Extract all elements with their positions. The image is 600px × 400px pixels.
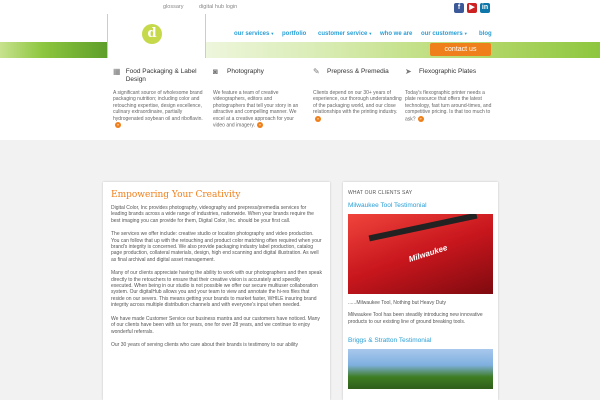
nav-our-services[interactable] (234, 31, 274, 37)
logo[interactable]: d (142, 24, 162, 44)
service-description: Clients depend on our 30+ years of experience, our thorough understanding of the packaging world, and our close relationships with the printing industry.» (313, 90, 402, 121)
milwaukee-bag-image[interactable] (348, 214, 493, 294)
caret-down-icon: ▼ (463, 31, 468, 36)
header-stripe-left (0, 42, 107, 58)
nav-label: who we are (380, 31, 413, 37)
social-links (454, 3, 490, 13)
image-brand-text: Milwaukee (407, 243, 449, 264)
camera-icon: ◙ (213, 67, 218, 76)
linkedin-icon[interactable]: in (481, 4, 489, 11)
testimonial-title[interactable]: Briggs & Stratton Testimonial (348, 337, 432, 345)
page-title: Empowering Your Creativity (111, 190, 241, 200)
paragraph: Many of our clients appreciate having the ability to work with our photographers and then speak directly to the retouchers to ensure that their creative vision is accurately and speedily executed. When being in our studio is not possible we offer our secure multiuser collaboration system. Our digitalHub allows you and your team to view and annotate the hi-res files that reside on our severs. This means getting your brands to market faster, WHILE insuring brand integrity across multiple distribution channels and with everyone's input when needed. (111, 270, 322, 309)
service-prepress (313, 68, 405, 122)
service-title[interactable]: Prepress & Premedia (327, 68, 389, 75)
service-title[interactable]: Photography (227, 68, 264, 75)
pencil-icon: ✎ (313, 67, 320, 76)
service-food-packaging (113, 68, 205, 129)
glossary-link[interactable]: glossary (163, 4, 184, 10)
nav-portfolio[interactable] (282, 31, 306, 37)
main-content (103, 182, 330, 400)
testimonial-caption: ......Milwaukee Tool, Nothing but Heavy Duty (348, 300, 447, 306)
service-description: A significant source of wholesome brand packaging nutrition; including color and retouching expertise, design excellence, culinary extraordinaire, partially hydrogenated soybean oil and riboflavin.» (113, 90, 203, 128)
nav-customer-service[interactable] (318, 31, 372, 37)
cursor-icon: ➤ (405, 67, 412, 76)
paragraph: The services we offer include: creative studio or location photography and video production. You can follow that up with the retouching and product color matching often required when your brand's integrity is concerned. We also provide packaging industry label production, catalog page production, collateral materials, design, high end scanning and digital illustration. As well as final archival and digital asset management. (111, 231, 322, 263)
testimonial-title[interactable]: Milwaukee Tool Testimonial (348, 202, 427, 209)
top-links (163, 4, 251, 10)
services-strip (0, 58, 600, 140)
contact-us-button[interactable]: contact us (430, 43, 491, 56)
service-description: We feature a team of creative videographers, editors and photographers that tell your story in an attractive and compelling manner. We excel at a creative approach for your video and imagery. » (213, 90, 299, 129)
nav-blog[interactable] (479, 31, 492, 37)
caret-down-icon: ▼ (368, 31, 373, 36)
more-arrow-icon[interactable]: » (116, 122, 120, 128)
sidebar-heading: WHAT OUR CLIENTS SAY (348, 190, 413, 196)
paragraph: Our 30 years of serving clients who care about their brands is testimony to our ability (111, 341, 299, 348)
youtube-icon[interactable]: ▶ (467, 3, 477, 13)
more-arrow-icon[interactable]: » (258, 122, 261, 128)
nav-label: customer service (318, 31, 368, 37)
more-arrow-icon[interactable]: » (419, 115, 422, 121)
briggs-stratton-image[interactable] (348, 349, 493, 389)
facebook-icon[interactable]: f (454, 3, 464, 13)
digital-hub-login-link[interactable]: digital hub login (199, 4, 238, 10)
nav-who-we-are[interactable] (380, 31, 412, 37)
header-stripe-right (204, 42, 600, 58)
more-arrow-icon[interactable]: » (316, 115, 320, 121)
nav-label: our services (234, 31, 270, 37)
film-clapper-icon: ▦ (113, 67, 121, 76)
service-description: Today's flexographic printer needs a plate resource that offers the latest technology, fast turn around-times, and competitive pricing. Is that too much to ask? » (405, 90, 492, 122)
nav-label: portfolio (282, 31, 307, 37)
service-flexographic (405, 68, 497, 122)
service-title[interactable]: Food Packaging & Label Design (125, 68, 197, 83)
bag-strap (369, 214, 478, 241)
caret-down-icon: ▼ (270, 31, 275, 36)
testimonials-sidebar (343, 182, 498, 400)
paragraph: We have made Customer Service our business mantra and our customers have noticed. Many of our clients have been with us for years, one for over 28 years, and we continue to enjoy wonderful referrals. (111, 315, 320, 335)
nav-label: our customers (421, 31, 463, 37)
nav-label: blog (479, 31, 492, 37)
testimonial-text: Milwaukee Tool has been steadily introducing new innovative products to our existing line of ground breaking tools. (348, 312, 483, 325)
nav-our-customers[interactable] (421, 31, 468, 37)
service-title[interactable]: Flexographic Plates (419, 68, 477, 75)
service-photography (213, 68, 305, 129)
logo-box (107, 14, 206, 58)
paragraph: Digital Color, Inc provides photography, videography and prepress/premedia services for leading brands across a wide range of industries, nationwide. When your brands require the best imaging you can provide for them, Digital Color, Inc. should be your first call. (111, 205, 314, 224)
